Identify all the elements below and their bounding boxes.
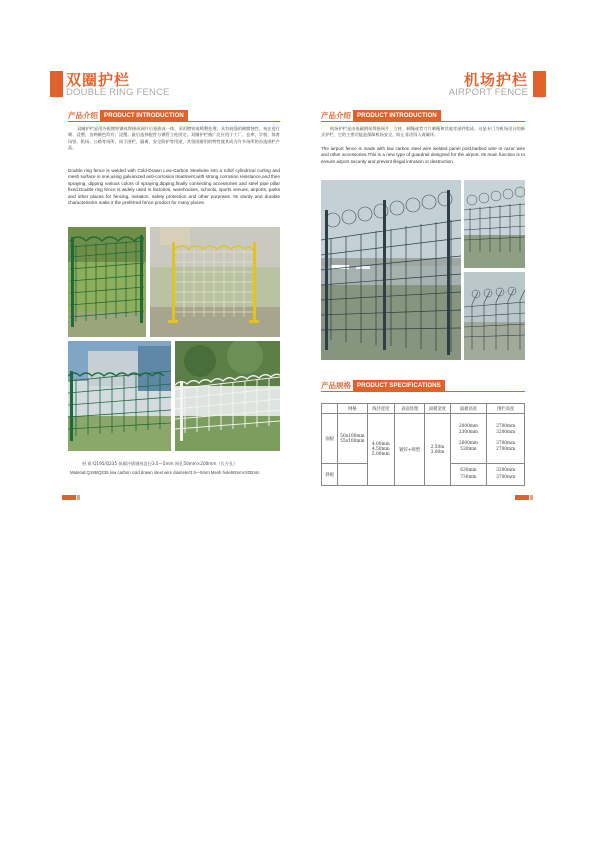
spec-header-width: 面板宽度: [425, 404, 450, 414]
double-ring-fence-photo-yellow: [150, 227, 280, 337]
right-intro-cn-label: 产品介绍: [321, 111, 351, 120]
spec-slant-h2: 730mm: [460, 474, 477, 480]
right-intro-en-text: The airport fence is made with low carbon steel wire welded panel post,barbed wire or razor wire and other accessories.This is a new type of guardrail designed for the airport. Its main function is to ensure airport security and prevent illegal intrusion or destruction.: [321, 146, 525, 164]
spec-fence-1: 2700mm: [496, 423, 516, 429]
left-intro-cn-text: 双圈护栏是用冷拔镀锌钢丝焊接成网片后卷曲成一体，采用镀锌或喷塑处理，具有较强的耐腐蚀性。筑在进行喷、浸塑，各种颜色均有；浸塑。最后选择配件与钢管立柱固定。双圈护栏被广泛应用于工厂、仓库、学校、体育场馆、机场、公路等场所，同于围栏、隔离、安全防护等用途，其坚固耐用的特性使其成为许多场所的首选围栏产品。: [68, 126, 280, 151]
right-title-cn: 机场护栏: [463, 71, 528, 89]
right-intro-cn-text: 机场护栏是由低碳钢丝焊接网片、立柱、刺绳或者刀片刺绳和其他零部件组成。这是专门为机场设计的新式护栏，它的主要功能是保障机场安全，防止非法闯入或破坏。: [321, 126, 525, 138]
spec-width-1: 2.50m: [430, 444, 445, 450]
right-title-accent-block: [533, 71, 546, 97]
left-intro-rule: [68, 121, 280, 122]
spec-fence-4: 2700mm: [496, 447, 516, 452]
spec-slant-f1: 3200mm: [496, 468, 516, 473]
left-title-en: DOUBLE RING FENCE: [66, 87, 170, 98]
left-title-cn: 双圈护栏: [66, 71, 131, 89]
left-intro-heading: [68, 110, 188, 121]
right-intro-en-label: PRODUCT INTRODUCTION: [353, 110, 441, 121]
left-intro-cn-label: 产品介绍: [68, 111, 98, 120]
spec-header-height: 面板高度: [450, 404, 487, 414]
right-page-tab: [515, 495, 529, 500]
spec-slant-f2: 3700mm: [496, 474, 516, 480]
spec-cell-fence-height: [487, 414, 525, 464]
left-material-caption-en: Material:Q195/Q235 low carbon cold drawn steel wire diameter3.5—5mm Mesh hole50mm×200mm: [70, 470, 260, 475]
spec-cell-surface: 镀锌+喷塑: [395, 414, 425, 486]
spec-slant-h1: 630mm: [460, 468, 477, 473]
airport-fence-spec-table: [321, 403, 525, 486]
spec-fence-2: 3200mm: [496, 430, 516, 435]
spec-wire-3: 5.00mm: [371, 452, 390, 457]
spec-cell-height: [450, 414, 487, 464]
left-page-tab: [62, 495, 76, 500]
spec-height-1: 2000mm: [458, 423, 479, 429]
left-intro-en-text: Double ring fence is welded with Cold-Drawn Low-Carbon Steelwire into a rollof cylindrical curling and mesh surface in one,using galvanized anti-corrosion treatment,with strong corrosion resistance,and then spraying, dipping various colors of spraying,dipping,finally connecting accessories and steel pipe pillar fixed.Double ring fence is widely used in factories, warehouses, schools, sports venues, airports, parks and other places for fencing, isolation, safety protection and other purposes. Its sturdy and durable characteristics make it the preferred fence product for many places.: [68, 168, 280, 206]
spec-slant-fence: [487, 464, 525, 486]
right-intro-heading: [321, 110, 441, 121]
double-ring-fence-photo-white: [175, 341, 280, 451]
spec-row-panel-label: 面板: [322, 414, 338, 464]
spec-cell-width: [425, 414, 450, 486]
spec-slant-mesh-empty: [338, 464, 367, 486]
airport-fence-photo-top: [464, 180, 525, 268]
right-spec-cn-label: 产品规格: [321, 381, 351, 390]
right-title-en: AIRPORT FENCE: [448, 87, 528, 98]
spec-header-row: [322, 404, 525, 414]
spec-header-mesh: 网格: [338, 404, 367, 414]
spec-width-2: 3.00m: [430, 449, 445, 455]
double-ring-fence-photo-building: [68, 341, 171, 451]
spec-header-wire: 线径宽度: [367, 404, 395, 414]
right-intro-rule: [321, 121, 525, 122]
right-spec-rule: [321, 391, 525, 392]
spec-mesh-2: 55x100mm: [340, 438, 365, 444]
double-ring-fence-photo-green: [68, 227, 146, 337]
spec-height-4: 530mm: [460, 447, 477, 452]
spec-mesh-1: 50x100mm: [340, 433, 365, 439]
left-title-accent-block: [50, 71, 63, 97]
spec-height-2: 2300mm: [458, 430, 479, 435]
airport-fence-photo-bottom: [464, 272, 525, 360]
right-spec-heading: [321, 380, 445, 391]
left-material-caption-cn: 材 质:Q195/Q235 低碳冷拔钢丝直径3.5—5mm 网孔50mm×200mm（长方孔）: [82, 461, 238, 466]
spec-wire-1: 4.00mm: [371, 442, 390, 447]
left-intro-en-label: PRODUCT INTRODUCTION: [100, 110, 188, 121]
right-spec-en-label: PRODUCT SPECIFICATIONS: [353, 380, 445, 391]
spec-slant-height: [450, 464, 487, 486]
spec-cell-mesh: [338, 414, 367, 464]
spec-header-surface: 表面处理: [395, 404, 425, 414]
spec-wire-2: 4.50mm: [371, 447, 390, 452]
spec-height-3: 2600mm: [458, 440, 479, 446]
airport-fence-photo-main: [321, 180, 461, 360]
spec-row-slant-label: 斜板: [322, 464, 338, 486]
spec-row-panel: [322, 414, 525, 464]
spec-header-fence-height: 围栏高度: [487, 404, 525, 414]
spec-fence-3: 3700mm: [496, 440, 516, 446]
spec-cell-wire: [367, 414, 395, 486]
